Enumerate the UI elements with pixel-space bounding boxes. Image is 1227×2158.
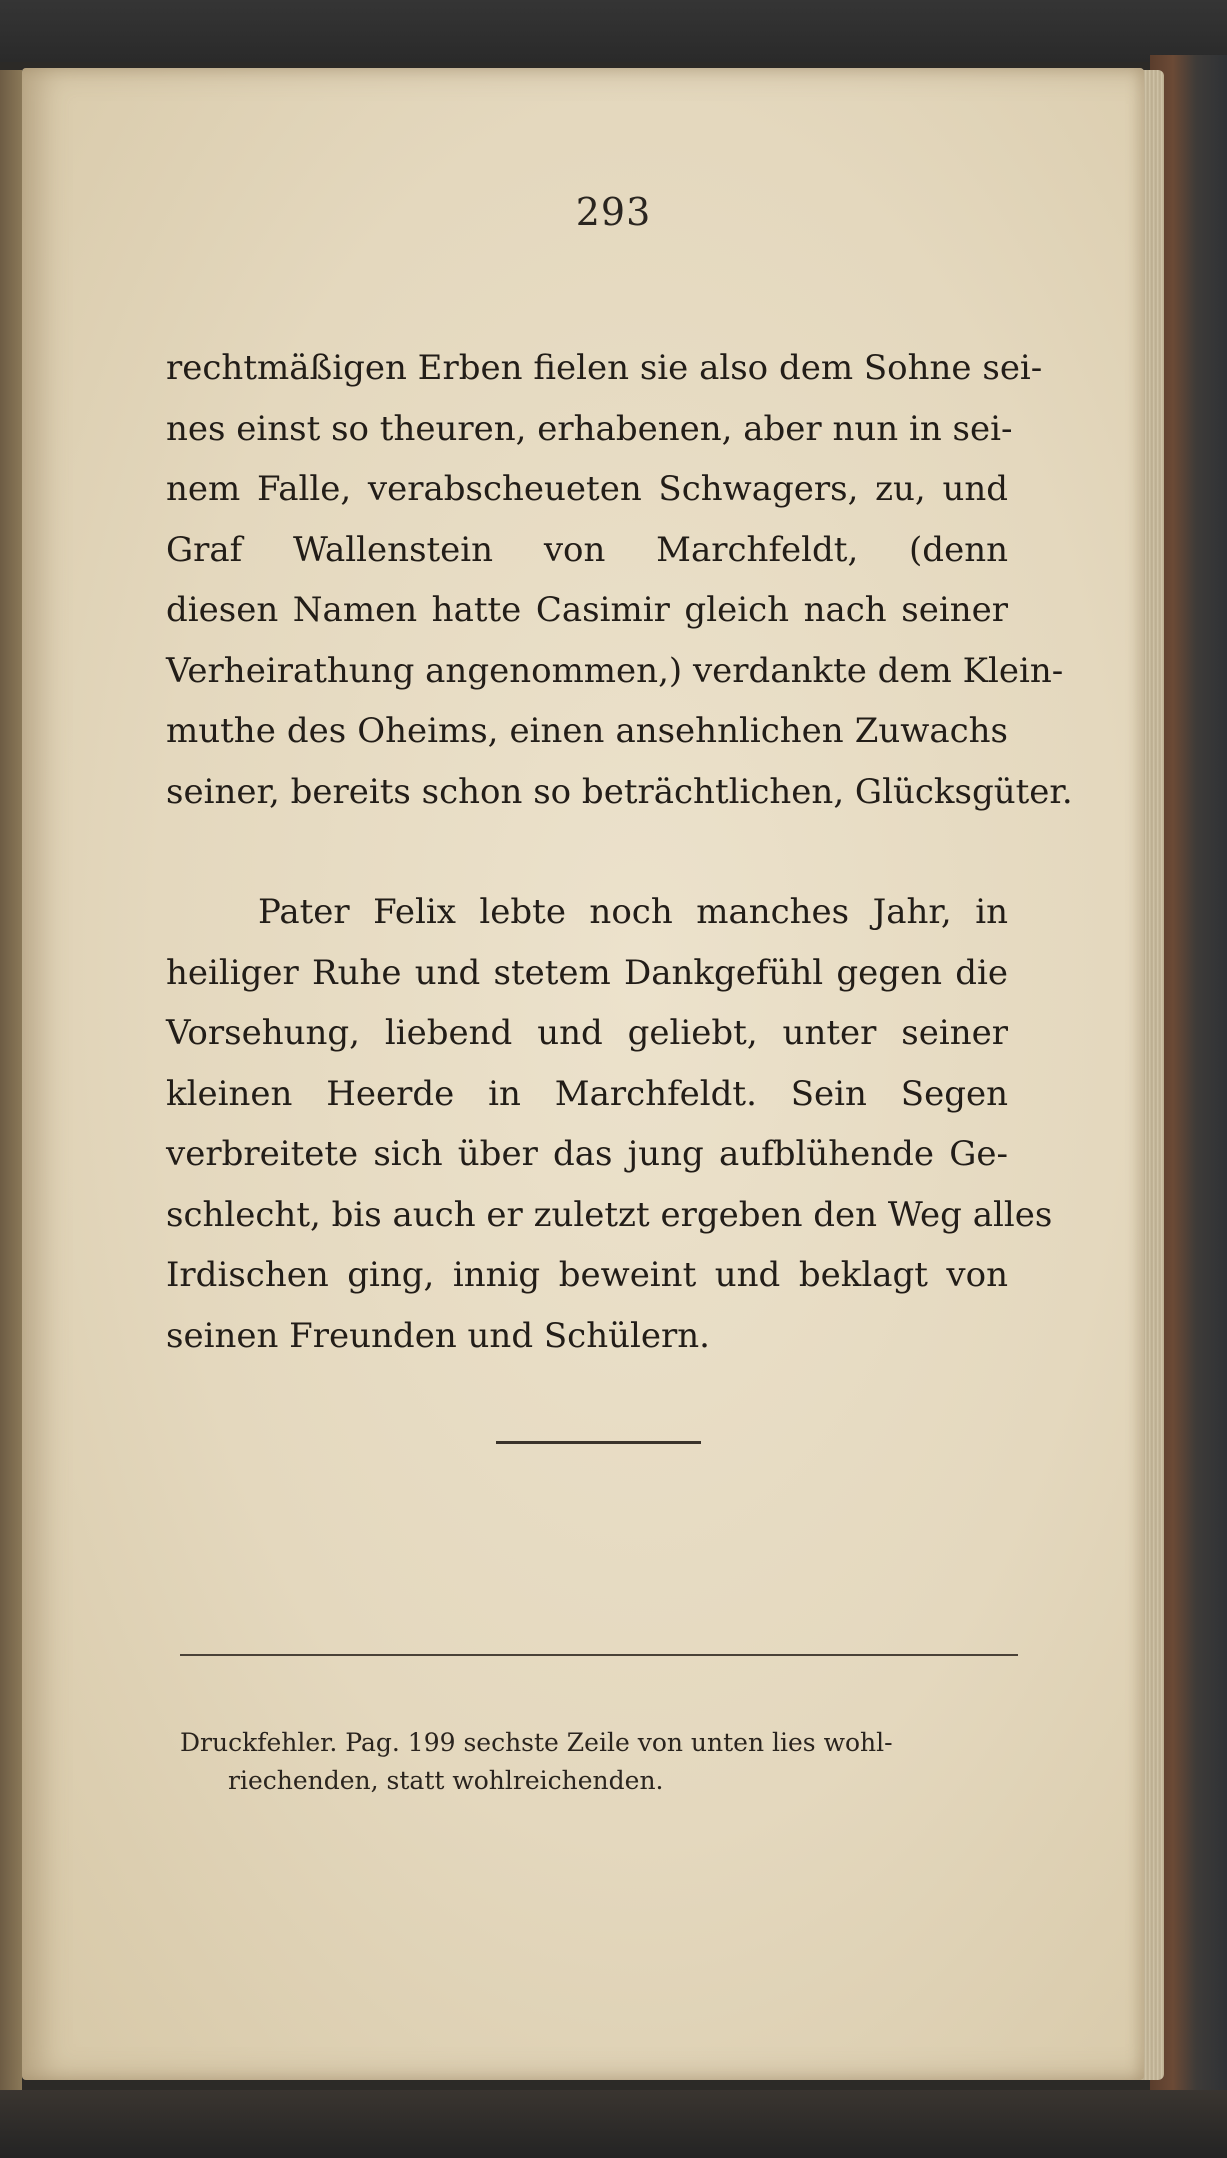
text-line: Irdischen ging, innig beweint und beklagt von xyxy=(166,1255,1008,1295)
book-spine-left xyxy=(0,70,22,2090)
text-line: verbreitete sich über das jung aufblühende Ge- xyxy=(166,1134,1008,1174)
text-line: seinen Freunden und Schülern. xyxy=(166,1315,710,1356)
text-line: diesen Namen hatte Casimir gleich nach seiner xyxy=(166,590,1008,630)
errata-footnote xyxy=(180,1724,1020,1800)
text-line: Graf Wallenstein von Marchfeldt, (denn xyxy=(166,529,1008,570)
text-line: rechtmäßigen Erben fielen sie also dem Sohne sei- xyxy=(166,348,1043,388)
footnote-line: riechenden, statt wohlreichenden. xyxy=(228,1766,664,1795)
text-line: Vorsehung, liebend und geliebt, unter seiner xyxy=(166,1013,1008,1053)
section-end-rule xyxy=(496,1441,701,1444)
text-line: heiliger Ruhe und stetem Dankgefühl gegen die xyxy=(166,952,1008,993)
footnote-line: Druckfehler. Pag. 199 sechste Zeile von unten lies wohl- xyxy=(180,1728,893,1757)
page-number: 293 xyxy=(575,190,652,234)
text-line: schlecht, bis auch er zuletzt ergeben den Weg alles xyxy=(166,1194,1053,1235)
text-line: seiner, bereits schon so beträchtlichen, Glücksgüter. xyxy=(166,771,1073,812)
text-line: Pater Felix lebte noch manches Jahr, in xyxy=(258,892,1008,932)
paragraph-1 xyxy=(166,338,1073,822)
text-line: nes einst so theuren, erhabenen, aber nun in sei- xyxy=(166,408,1013,449)
footnote-separator-rule xyxy=(180,1654,1018,1656)
text-line: muthe des Oheims, einen ansehnlichen Zuwachs xyxy=(166,711,1008,751)
bottom-background-strip xyxy=(0,2090,1227,2158)
text-line: Verheirathung angenommen,) verdankte dem Klein- xyxy=(166,650,1064,691)
text-line: nem Falle, verabscheueten Schwagers, zu, und xyxy=(166,469,1008,509)
paragraph-2 xyxy=(166,882,1053,1366)
top-background-strip xyxy=(0,0,1227,62)
text-line: kleinen Heerde in Marchfeldt. Sein Segen xyxy=(166,1073,1008,1114)
